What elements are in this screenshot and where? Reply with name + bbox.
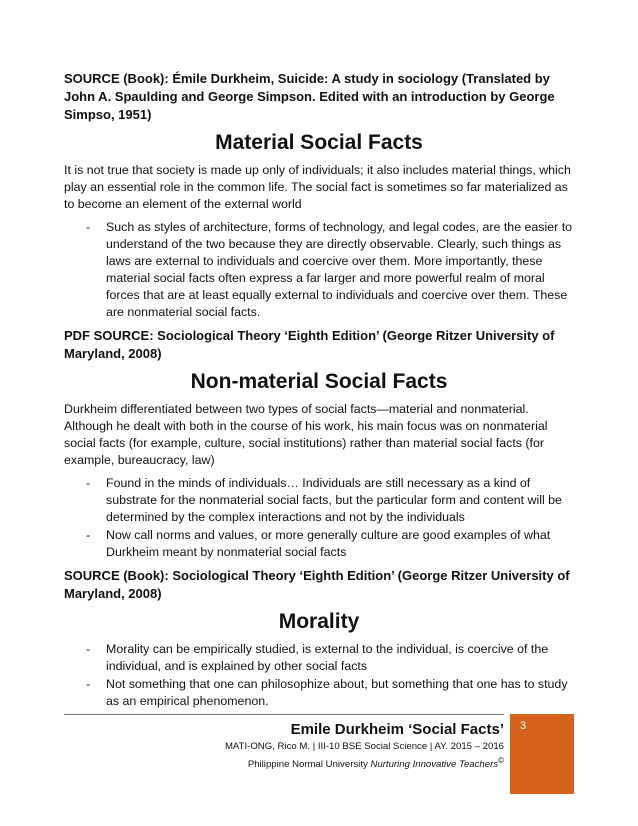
- document-page: [64, 70, 574, 716]
- heading-morality: Morality: [278, 610, 360, 633]
- footer-motto: Nurturing Innovative Teachers: [370, 759, 499, 771]
- bullet-list-non-material: [64, 475, 574, 561]
- heading-material-social-facts: Material Social Facts: [215, 131, 423, 154]
- source-citation-3: SOURCE (Book): Sociological Theory ‘Eighth Edition’ (George Ritzer University of Maryland, 2008): [64, 568, 570, 601]
- bullet-list-material: [64, 219, 574, 321]
- list-item: - Now call norms and values, or more generally culture are good examples of what Durkheim meant by nonmaterial social facts: [64, 527, 574, 561]
- heading-non-material-social-facts: Non-material Social Facts: [190, 370, 448, 393]
- source-citation-1: SOURCE (Book): Émile Durkheim, Suicide: A study in sociology (Translated by John A. Spaulding and George Simpson. Edited with an introduction by George Simpso, 1951): [64, 71, 555, 122]
- footer-university-line: [64, 754, 504, 772]
- paragraph-material-social-facts: It is not true that society is made up only of individuals; it also includes material things, which play an essential role in the common life. The social fact is sometimes so far materialized as to become an element of the external world: [64, 163, 571, 211]
- list-item: - Not something that one can philosophize about, but something that one has to study as an empirical phenomenon.: [64, 676, 574, 710]
- copyright-mark: ©: [498, 756, 504, 765]
- page-number: 3: [520, 720, 527, 732]
- bullet-list-morality: [64, 641, 574, 710]
- list-item: - Found in the minds of individuals… Individuals are still necessary as a kind of substrate for the nonmaterial social facts, but the particular form and content will be determined by the complex interactions and not by the individuals: [64, 475, 574, 526]
- list-item: - Such as styles of architecture, forms of technology, and legal codes, are the easier to understand of the two because they are directly observable. Clearly, such things as laws are external to individuals and coercive over them. More importantly, these material social facts often express a far larger and more powerful realm of moral forces that are at least equally external to individuals and coercive over them. These are nonmaterial social facts.: [64, 219, 574, 321]
- footer-divider: [64, 714, 504, 715]
- footer-author-line: MATI-ONG, Rico M. | III-10 BSE Social Science | AY. 2015 – 2016: [224, 741, 504, 752]
- source-citation-2: PDF SOURCE: Sociological Theory ‘Eighth Edition’ (George Ritzer University of Maryland, 2008): [64, 328, 555, 361]
- footer-university: Philippine Normal University: [247, 759, 371, 771]
- page-footer: [64, 718, 504, 772]
- list-item: - Morality can be empirically studied, is external to the individual, is coercive of the individual, and is explained by other social facts: [64, 641, 574, 675]
- paragraph-non-material-social-facts: Durkheim differentiated between two types of social facts—material and nonmaterial. Although he dealt with both in the course of his work, his main focus was on nonmaterial social facts (for example, culture, social institutions) rather than material social facts (for example, bureaucracy, law): [64, 402, 548, 467]
- footer-title: Emile Durkheim ‘Social Facts’: [290, 721, 504, 738]
- page-number-box: [510, 714, 574, 794]
